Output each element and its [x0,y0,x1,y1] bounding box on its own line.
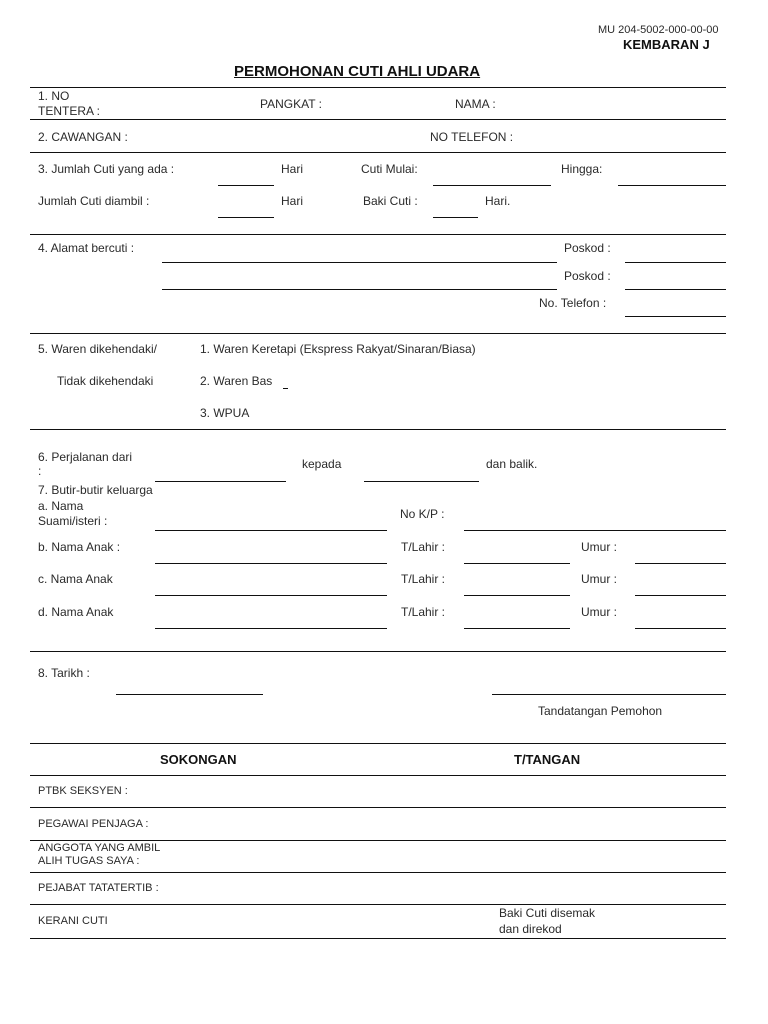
waren-dikehendaki-label: 5. Waren dikehendaki/ [38,342,157,356]
divider [30,333,726,334]
hingga-field[interactable] [618,185,726,186]
anggota-label-2: ALIH TUGAS SAYA : [38,855,140,867]
nama-anak-d-field[interactable] [155,628,387,629]
nama-anak-c-label: c. Nama Anak [38,572,113,586]
nama-suami-label-1: a. Nama [38,499,84,513]
ptbk-seksyen-label: PTBK SEKSYEN : [38,785,128,797]
umur-label: Umur : [581,540,617,554]
form-code: MU 204-5002-000-00-00 [598,24,719,36]
jumlah-cuti-ada-field[interactable] [218,185,274,186]
divider [30,152,726,153]
umur-d-field[interactable] [635,628,726,629]
kembaran-label: KEMBARAN J [623,37,710,52]
divider [30,840,726,841]
nama-suami-label-2: Suami/isteri : [38,514,108,528]
no-telefon-label: No. Telefon : [539,296,607,310]
nama-label: NAMA : [455,97,496,111]
waren-option-2[interactable]: 2. Waren Bas [200,374,273,388]
jumlah-cuti-diambil-label: Jumlah Cuti diambil : [38,194,150,208]
perjalanan-label-1: 6. Perjalanan dari [38,450,133,464]
dan-balik-label: dan balik. [486,457,538,471]
divider [30,938,726,939]
tidak-dikehendaki-label: Tidak dikehendaki [57,374,154,388]
hari-label: Hari [281,162,304,176]
tlahir-b-field[interactable] [464,563,570,564]
butir-keluarga-label: 7. Butir-butir keluarga [38,483,153,497]
cuti-mulai-field[interactable] [433,185,551,186]
alamat-field-2[interactable] [162,289,557,290]
divider [30,872,726,873]
alamat-field-1[interactable] [162,262,557,263]
baki-cuti-field[interactable] [433,217,478,218]
tarikh-label: 8. Tarikh : [38,666,90,680]
cawangan-label: 2. CAWANGAN : [38,130,128,144]
divider [30,119,726,120]
sokongan-heading: SOKONGAN [160,752,237,767]
signature-field[interactable] [492,694,726,695]
form-title: PERMOHONAN CUTI AHLI UDARA [234,63,481,80]
jumlah-cuti-diambil-field[interactable] [218,217,274,218]
waren-option-1[interactable]: 1. Waren Keretapi (Ekspress Rakyat/Sinaran/Biasa) [200,342,476,356]
kerani-cuti-label: KERANI CUTI [38,915,108,927]
no-telefon-field[interactable] [625,316,726,317]
tlahir-c-field[interactable] [464,595,570,596]
anggota-label-1: ANGGOTA YANG AMBIL [38,842,161,854]
no-tentera-label-2: TENTERA : [38,104,101,118]
poskod-field-1[interactable] [625,262,726,263]
nama-anak-d-label: d. Nama Anak [38,605,114,619]
alamat-bercuti-label: 4. Alamat bercuti : [38,241,135,255]
tlahir-label: T/Lahir : [401,540,446,554]
divider [30,429,726,430]
baki-cuti-disemak-label-1: Baki Cuti disemak [499,906,596,920]
poskod-label: Poskod : [564,269,611,283]
hari-label: Hari. [485,194,511,208]
pegawai-penjaga-label: PEGAWAI PENJAGA : [38,818,149,830]
poskod-label: Poskod : [564,241,611,255]
umur-c-field[interactable] [635,595,726,596]
no-kp-label: No K/P : [400,507,445,521]
poskod-field-2[interactable] [625,289,726,290]
waren-bas-underline [283,388,288,389]
perjalanan-label-2: : [38,464,42,478]
divider [30,807,726,808]
kepada-label: kepada [302,457,342,471]
baki-cuti-label: Baki Cuti : [363,194,418,208]
divider [30,651,726,652]
nama-anak-c-field[interactable] [155,595,387,596]
tarikh-field[interactable] [116,694,263,695]
divider [30,904,726,905]
umur-b-field[interactable] [635,563,726,564]
cuti-mulai-label: Cuti Mulai: [361,162,418,176]
hari-label: Hari [281,194,304,208]
tlahir-d-field[interactable] [464,628,570,629]
divider [30,743,726,744]
umur-label: Umur : [581,605,617,619]
kepada-field[interactable] [364,481,479,482]
pangkat-label: PANGKAT : [260,97,323,111]
no-tentera-label-1: 1. NO [38,89,70,103]
umur-label: Umur : [581,572,617,586]
perjalanan-dari-field[interactable] [155,481,286,482]
hingga-label: Hingga: [561,162,603,176]
nama-anak-b-field[interactable] [155,563,387,564]
waren-option-3[interactable]: 3. WPUA [200,406,250,420]
tandatangan-pemohon-label: Tandatangan Pemohon [538,704,663,718]
tlahir-label: T/Lahir : [401,605,446,619]
baki-cuti-disemak-label-2: dan direkod [499,922,562,936]
ttangan-heading: T/TANGAN [514,752,581,767]
jumlah-cuti-ada-label: 3. Jumlah Cuti yang ada : [38,162,175,176]
no-telefon-label: NO TELEFON : [430,130,514,144]
nama-suami-field[interactable] [155,530,387,531]
divider [30,87,726,88]
no-kp-field[interactable] [464,530,726,531]
divider [30,234,726,235]
pejabat-tatatertib-label: PEJABAT TATATERTIB : [38,882,159,894]
nama-anak-b-label: b. Nama Anak : [38,540,121,554]
tlahir-label: T/Lahir : [401,572,446,586]
divider [30,775,726,776]
